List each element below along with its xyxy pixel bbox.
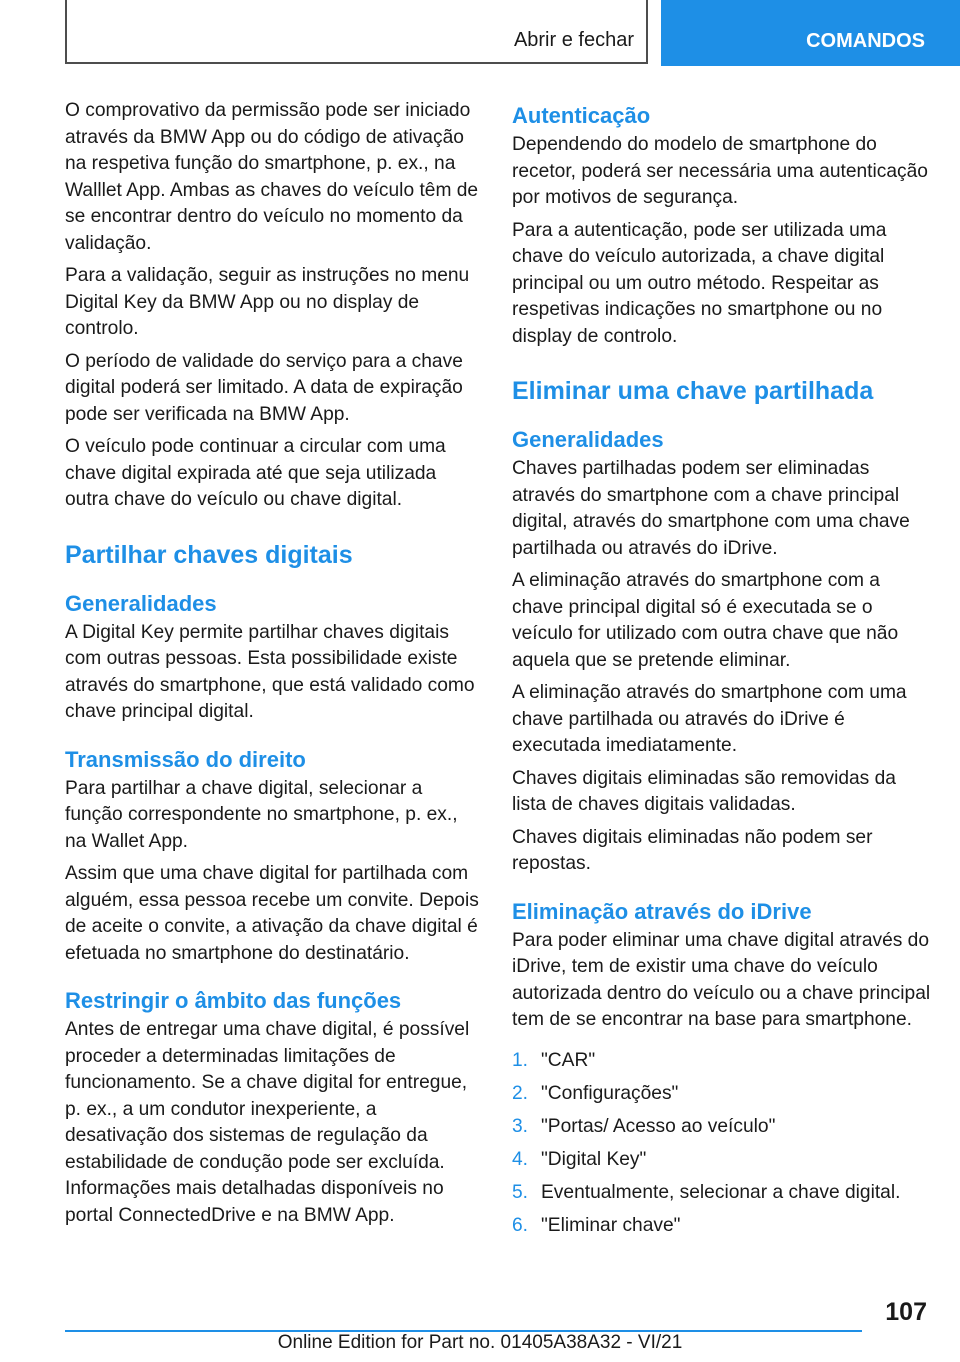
step-text: "Portas/ Acesso ao veículo" [541, 1115, 776, 1137]
step-number: 2. [512, 1082, 529, 1104]
paragraph: O período de validade do serviço para a chave digital poderá ser limitado. A data de expiração pode ser verificada na BMW App. [65, 350, 463, 425]
header-section-label: Abrir e fechar [513, 29, 634, 51]
list-item [512, 1081, 932, 1108]
step-number: 4. [512, 1148, 529, 1170]
step-text: "Eliminar chave" [541, 1214, 681, 1236]
step-number: 1. [512, 1049, 529, 1071]
step-number: 3. [512, 1115, 529, 1137]
list-item [512, 1048, 932, 1075]
list-item [512, 1147, 932, 1174]
paragraph: Para a validação, seguir as instruções no menu Digital Key da BMW App ou no display de controlo. [65, 265, 470, 339]
paragraph: Chaves digitais eliminadas não podem ser repostas. [512, 826, 873, 874]
left-column [65, 98, 483, 1235]
subsection-heading: Generalidades [512, 427, 664, 452]
paragraph: A eliminação através do smartphone com uma chave partilhada ou através do iDrive é executada imediatamente. [512, 682, 907, 756]
header-chapter-tab: COMANDOS [661, 0, 960, 66]
right-column [512, 98, 932, 1246]
list-item [512, 1114, 932, 1141]
step-number: 5. [512, 1181, 529, 1203]
paragraph: O veículo pode continuar a circular com uma chave digital expirada até que seja utilizada outra chave do veículo ou chave digital. [65, 436, 446, 510]
page-number: 107 [885, 1298, 927, 1326]
step-text: "Digital Key" [541, 1148, 647, 1170]
paragraph: Antes de entregar uma chave digital, é possível proceder a determinadas limitações de funcionamento. Se a chave digital for entregue, p. ex., a um condutor inexperiente, a desativação dos sistemas de regulação da estabilidade de condução pode ser excluída. Informações mais detalhadas disponíveis no portal ConnectedDrive e na BMW App. [65, 1019, 470, 1226]
step-text: "CAR" [541, 1049, 596, 1071]
subsection-heading: Eliminação através do iDrive [512, 898, 812, 924]
subsection-heading: Restringir o âmbito das funções [65, 988, 402, 1013]
paragraph: Dependendo do modelo de smartphone do recetor, poderá ser necessária uma autenticação por motivos de segurança. [512, 134, 928, 208]
section-heading: Eliminar uma chave partilhada [512, 377, 874, 405]
section-heading: Partilhar chaves digitais [65, 540, 353, 569]
step-text: Eventualmente, selecionar a chave digital. [541, 1181, 901, 1203]
subsection-heading: Transmissão do direito [65, 746, 306, 772]
steps-list [512, 1048, 932, 1240]
paragraph: Para partilhar a chave digital, selecionar a função correspondente no smartphone, p. ex., na Wallet App. [65, 777, 458, 852]
step-text: "Configurações" [541, 1082, 679, 1104]
list-item [512, 1180, 932, 1207]
subsection-heading: Autenticação [512, 103, 651, 128]
list-item [512, 1213, 932, 1240]
paragraph: Para a autenticação, pode ser utilizada uma chave do veículo autorizada, a chave digital principal ou um outro método. Respeitar as respetivas indicações no smartphone ou no display de controlo. [512, 219, 887, 347]
step-number: 6. [512, 1214, 529, 1236]
subsection-heading: Generalidades [65, 590, 217, 616]
paragraph: Assim que uma chave digital for partilhada com alguém, essa pessoa recebe um convite. Depois de aceite o convite, a ativação da chave digital é efetuada no smartphone do destinatário. [65, 863, 479, 964]
paragraph: A Digital Key permite partilhar chaves digitais com outras pessoas. Esta possibilidade existe através do smartphone, que está validado como chave principal digital. [65, 621, 475, 722]
paragraph: O comprovativo da permissão pode ser iniciado através da BMW App ou do código de ativação na respetiva função do smartphone, p. ex., na Walllet App. Ambas as chaves do veículo têm de se encontrar dentro do veículo no momento da validação. [65, 100, 479, 254]
header-section-tab [65, 0, 648, 64]
footer-edition: Online Edition for Part no. 01405A38A32 - VI/21 [277, 1332, 683, 1353]
paragraph: Chaves partilhadas podem ser eliminadas através do smartphone com a chave principal digital, através do smartphone com uma chave partilhada ou através do iDrive. [512, 458, 910, 559]
paragraph: Para poder eliminar uma chave digital através do iDrive, tem de existir uma chave do veículo autorizada dentro do veículo ou a chave principal tem de se encontrar na base para smartphone. [512, 929, 931, 1030]
paragraph: Chaves digitais eliminadas são removidas da lista de chaves digitais validadas. [512, 767, 896, 815]
paragraph: A eliminação através do smartphone com a chave principal digital só é executada se o veículo for utilizado com outra chave que não aquela que se pretende eliminar. [512, 570, 899, 671]
